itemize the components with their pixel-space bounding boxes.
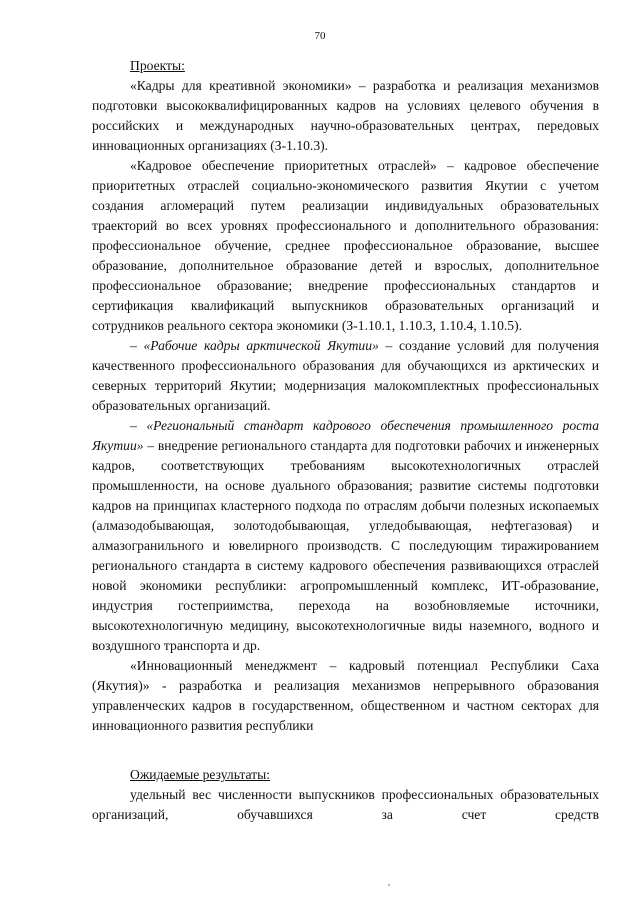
project-title: «Региональный стандарт кадрового обеспечения промышленного роста Якутии» bbox=[92, 418, 600, 453]
document-body bbox=[92, 56, 599, 825]
section-gap bbox=[92, 736, 599, 765]
paragraph-results: удельный вес численности выпускников профессиональных образовательных организаций, обучавшихся за счет средств bbox=[92, 787, 599, 822]
paragraph-arctic-workers bbox=[92, 336, 599, 416]
page-number: 70 bbox=[314, 30, 326, 42]
results-heading: Ожидаемые результаты: bbox=[130, 767, 271, 782]
scan-speck bbox=[388, 884, 390, 886]
paragraph-rest: – создание условий для получения качественного профессионального образования для обучающихся из арктических и северных территорий Якутии; модернизация малокомплектных профессиональных образовательных организаций. bbox=[92, 338, 599, 413]
paragraph-regional-standard bbox=[92, 416, 599, 656]
paragraph-priority-sectors: «Кадровое обеспечение приоритетных отраслей» – кадровое обеспечение приоритетных отраслей социально-экономического развития Якутии с учетом создания агломераций путем реализации индивидуальных образовательных траекторий во всех уровнях профессионального и дополнительного образования: профессиональное обучение, среднее профессиональное образование, высшее образование, дополнительное образование детей и взрослых, дополнительное профессиональное образование; внедрение профессиональных стандартов и сертификация квалификаций выпускников образовательных организаций и сотрудников реального сектора экономики (З-1.10.1, 1.10.3, 1.10.4, 1.10.5). bbox=[92, 158, 599, 333]
paragraph-rest: – внедрение регионального стандарта для подготовки рабочих и инженерных кадров, соответствующих требованиям высокотехнологичных отраслей промышленности, на основе дуального образования; развитие системы подготовки кадров на принципах кластерного подхода по отраслям добычи полезных ископаемых (алмазодобывающая, золотодобывающая, угледобывающая, нефтегазовая) и алмазогранильного и ювелирного производств. С последующим тиражированием регионального стандарта в систему кадрового обеспечения развивающихся отраслей новой экономики республики: агропромышленный комплекс, ИТ-образование, индустрия гостеприимства, перехода на возобновляемые источники, высокотехнологичную медицину, высокотехнологичные виды наземного, водного и воздушного транспорта и др. bbox=[92, 438, 599, 653]
project-title: «Рабочие кадры арктической Якутии» bbox=[143, 338, 379, 353]
projects-heading: Проекты: bbox=[130, 58, 185, 73]
paragraph-innovation-management: «Инновационный менеджмент – кадровый потенциал Республики Саха (Якутия)» - разработка и реализация механизмов непрерывного образования управленческих кадров в государственном, общественном и частном секторах для инновационного развития республики bbox=[92, 658, 599, 733]
paragraph-creative-economy: «Кадры для креативной экономики» – разработка и реализация механизмов подготовки высококвалифицированных кадров на условиях целевого обучения в российских и международных научно-образовательных центрах, передовых инновационных организациях (З-1.10.3). bbox=[92, 78, 599, 153]
paragraph-lead: – bbox=[130, 338, 144, 353]
paragraph-lead: – bbox=[130, 418, 147, 433]
